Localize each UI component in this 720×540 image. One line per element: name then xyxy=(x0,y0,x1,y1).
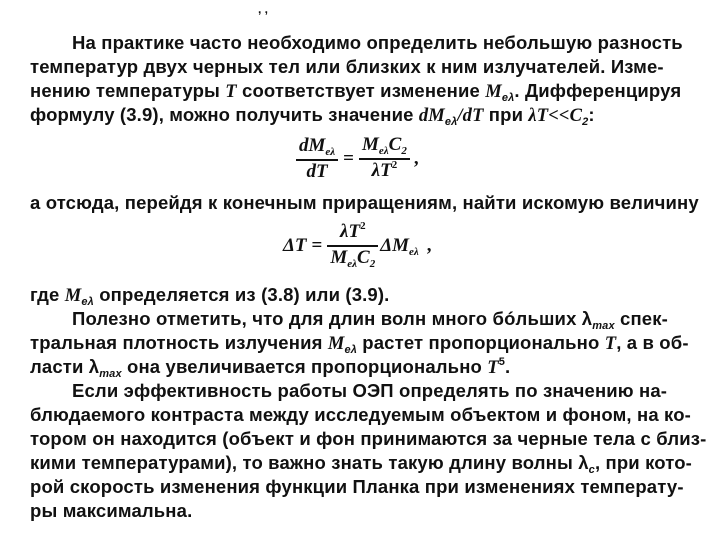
eq1-lhs-denominator: dT xyxy=(306,161,328,182)
eq2-equals: = xyxy=(311,235,323,256)
lambda-max-subscript: max xyxy=(592,320,615,332)
para4-line5: рой скорость изменения функции Планка при изменениях температу- xyxy=(30,476,684,497)
eq1-rhs-denominator: $\lambda T^2$ xyxy=(371,159,398,181)
condition: λT<<C xyxy=(528,106,583,126)
symbol-dM: dM xyxy=(418,106,445,126)
para4-line3: тором он находится (объект и фон принимаются за черные тела с близ- xyxy=(30,428,707,449)
para3-line3-b: она увеличивается пропорционально xyxy=(121,356,488,377)
para1-line3 xyxy=(30,80,700,105)
eq1-equals: = xyxy=(343,148,354,169)
para3-line2-b: растет пропорционально xyxy=(357,332,605,353)
para3-line3 xyxy=(30,356,700,381)
para1-line3-c: . Дифференцируя xyxy=(514,80,682,101)
symbol-M-subscript: eλ xyxy=(81,296,94,308)
para3-line2-c: , а в об- xyxy=(616,332,689,353)
symbol-M: M xyxy=(327,334,345,354)
power-5: 5 xyxy=(498,356,505,368)
eq1-rhs-numerator: $M_{e\lambda}C_2$ xyxy=(359,134,410,160)
para4-line1: Если эффективность работы ОЭП определять по значению на- xyxy=(72,380,668,401)
condition-subscript: 2 xyxy=(582,116,589,128)
symbol-M: M xyxy=(64,286,82,306)
para1-line3-a: нению температуры xyxy=(30,80,226,101)
para3-line1-b: спек- xyxy=(614,308,668,329)
para4-line4-a: кими температурами), то важно знать такую длину волны λ xyxy=(30,452,589,473)
eq1-rhs-fraction xyxy=(359,134,410,184)
symbol-T: T xyxy=(225,82,237,102)
symbol-M: M xyxy=(485,82,502,102)
line-between-equations: а отсюда, перейдя к конечным приращениям, найти искомую величину xyxy=(30,192,699,213)
symbol-M-subscript: eλ xyxy=(501,92,515,104)
eq2-numerator: $\lambda T^2$ xyxy=(327,221,378,247)
top-mark: , , xyxy=(258,2,269,16)
para2-line1 xyxy=(30,284,700,309)
symbol-M-subscript: eλ xyxy=(344,344,357,356)
para3-line3-a: ласти λ xyxy=(30,356,100,377)
para3-line1-a: Полезно отметить, что для длин волн много бóльших λ xyxy=(72,308,593,329)
para1-line2: температур двух черных тел или близких к ним излучателей. Изме- xyxy=(30,56,664,77)
para2-line1-b: определяется из (3.8) или (3.9). xyxy=(93,284,390,305)
symbol-dM-subscript: eλ xyxy=(444,116,458,128)
eq2-delta-M: $\Delta M_{e\lambda}$ xyxy=(380,235,419,258)
para1-line3-b: соответствует изменение xyxy=(236,80,486,101)
para2-line1-a: где xyxy=(30,284,65,305)
eq2-lhs: ΔT xyxy=(283,235,307,256)
eq2-tail: , xyxy=(426,235,432,256)
para4-line4 xyxy=(30,452,700,477)
para1-line4-a: формулу (3.9), можно получить значение xyxy=(30,104,419,125)
para4-line2: блюдаемого контраста между исследуемым объектом и фоном, на ко- xyxy=(30,404,691,425)
symbol-dT: /dT xyxy=(457,106,484,126)
para3-line3-c: . xyxy=(505,356,511,377)
para3-line2 xyxy=(30,332,700,357)
para1-line4-b: при xyxy=(483,104,529,125)
lambda-c-subscript: c xyxy=(588,464,595,476)
para4-line4-b: , при кото- xyxy=(594,452,692,473)
para3-line1 xyxy=(72,308,700,333)
eq1-lhs-fraction xyxy=(296,135,338,183)
symbol-T: T xyxy=(604,334,617,354)
eq2-denominator: $M_{e\lambda}C_2$ xyxy=(330,247,376,270)
para1-line4 xyxy=(30,104,700,129)
para1-line4-c: : xyxy=(588,104,595,125)
equation-1 xyxy=(296,134,419,184)
eq2-fraction xyxy=(327,221,378,271)
para3-line2-a: тральная плотность излучения xyxy=(30,332,328,353)
para1-line1: На практике часто необходимо определить небольшую разность xyxy=(72,32,683,53)
para4-line6: ры максимальна. xyxy=(30,500,193,521)
lambda-max-subscript: max xyxy=(99,368,122,380)
eq1-tail: , xyxy=(413,148,419,169)
equation-2 xyxy=(283,221,432,271)
eq1-lhs-numerator: $dM_{e\lambda}$ xyxy=(296,135,338,161)
symbol-T: T xyxy=(487,358,499,378)
